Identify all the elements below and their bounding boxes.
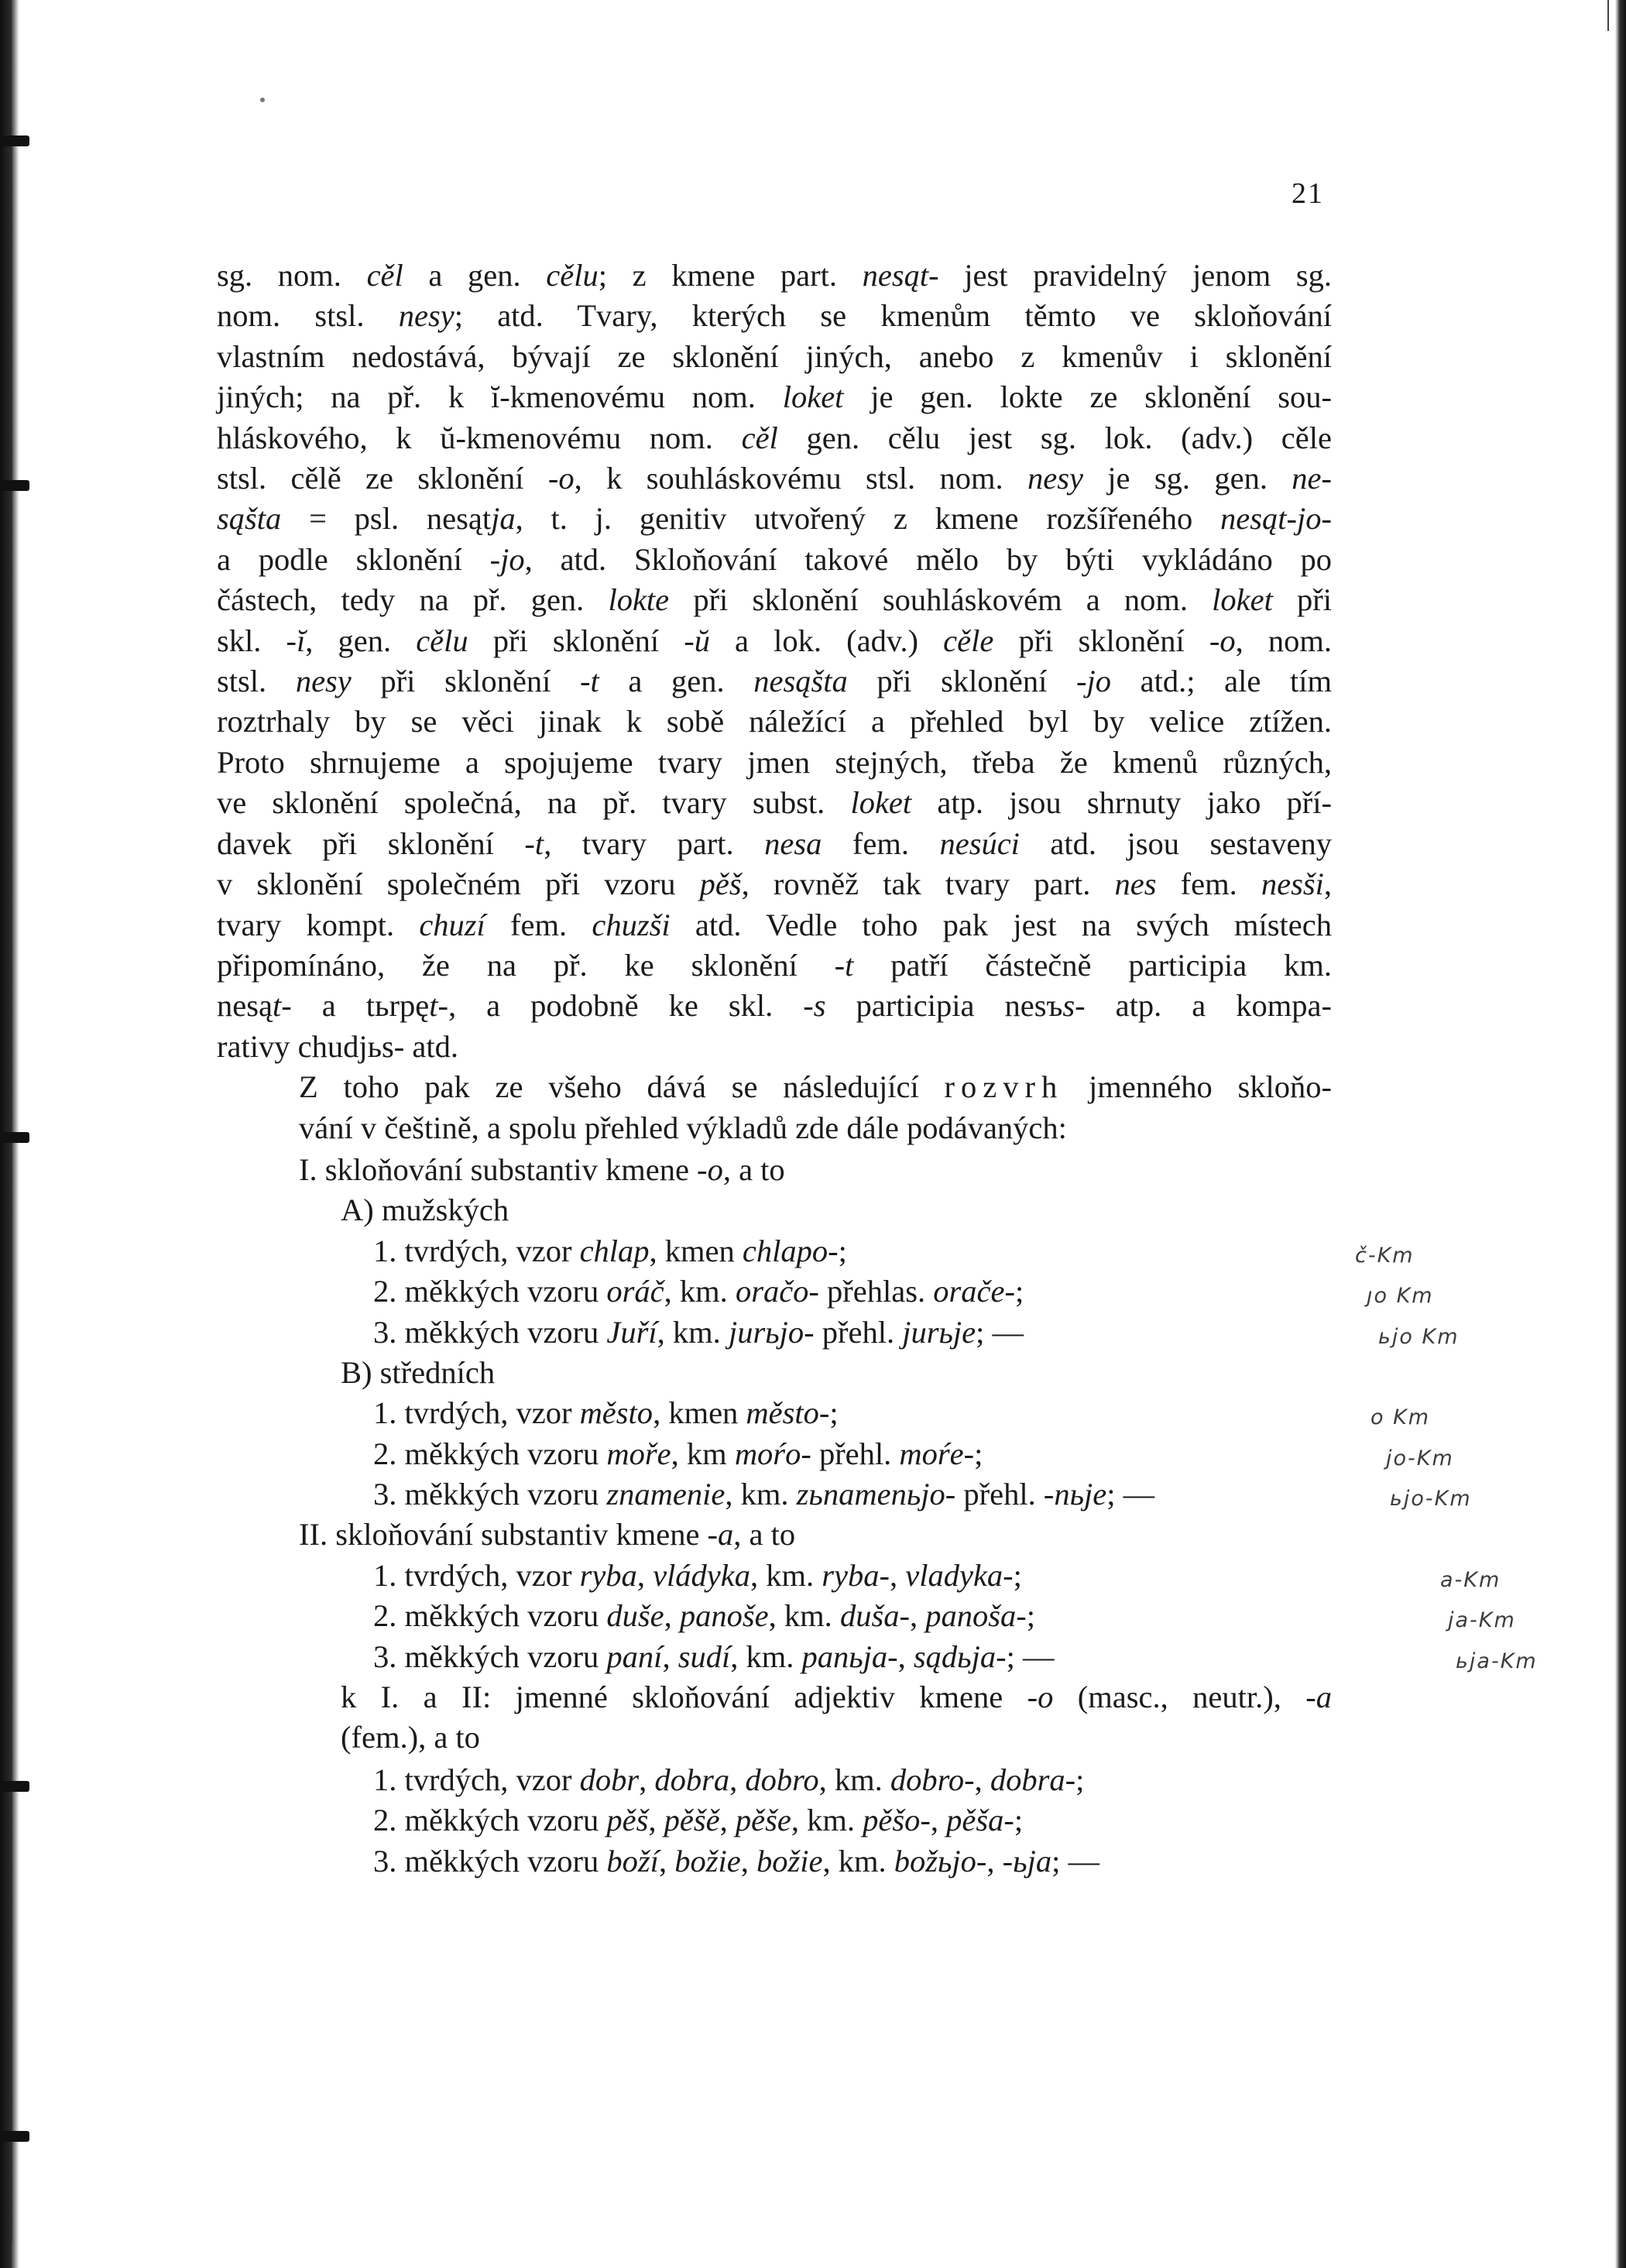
text-line: částech, tedy na př. gen. lokte při sklonění souhláskovém a nom. loket při	[217, 582, 1332, 618]
page-body	[217, 256, 1538, 1882]
binding-thread-mark	[0, 480, 29, 491]
binding-thread-mark	[0, 1132, 29, 1143]
italic-form: loket	[782, 379, 844, 415]
italic-form: pěšo-	[863, 1803, 931, 1838]
handwritten-annotation: č-Km	[1355, 1243, 1415, 1268]
italic-form: město	[579, 1395, 653, 1431]
handwritten-annotation: a-Km	[1440, 1567, 1501, 1592]
outline-item: 1. tvrdých, vzor ryba, vládyka, km. ryba-, vladyka-; a-Km	[217, 1556, 1332, 1596]
handwritten-annotation: ьja-Km	[1456, 1649, 1538, 1673]
scan-corner-mark	[1607, 0, 1609, 31]
italic-form: t	[590, 664, 599, 699]
text-line: roztrhaly by se věci jinak k sobě náležící a přehled byl by velice ztížen.	[217, 704, 1332, 739]
italic-form: ne-	[1292, 461, 1333, 496]
text-line: sąšta = psl. nesątja, t. j. genitiv utvořený z kmene rozšířeného nesąt-jo-	[217, 501, 1332, 537]
declension-outline	[217, 1150, 1538, 1677]
italic-form: moře	[606, 1436, 671, 1471]
italic-form: pěš	[606, 1803, 649, 1838]
spaced-emphasis: rozvrh	[944, 1069, 1064, 1105]
italic-form: dobro-	[890, 1762, 975, 1797]
italic-form: nesąt-jo	[1220, 501, 1322, 537]
handwritten-annotation: ьjo Km	[1378, 1324, 1460, 1349]
text-line: vlastním nedostává, bývají ze sklonění jiných, anebo z kmenův i sklonění	[217, 338, 1332, 374]
text-line: nesąt- a tьrpęt-, a podobně ke skl. -s participia nesъs- atp. a kompa-	[217, 988, 1333, 1024]
text-line: v sklonění společném při vzoru pěš, rovněž tak tvary part. nes fem. nesši,	[217, 866, 1332, 902]
binding-thread-mark	[0, 136, 29, 146]
page-number: 21	[1292, 177, 1324, 210]
italic-form: ja	[491, 501, 516, 537]
text-line: a podle sklonění -jo, atd. Skloňování takové mělo by býti vykládáno po	[217, 541, 1333, 577]
italic-form: t	[534, 825, 544, 861]
text-line: skl. -ĭ, gen. cělu při sklonění -ŭ a lok. (adv.) cěle při sklonění -o, nom.	[217, 623, 1332, 658]
text-line: ve sklonění společná, na př. tvary subst. loket atp. jsou shrnuty jako pří-	[217, 785, 1333, 821]
italic-form: t	[429, 988, 438, 1024]
text-line: jiných; na př. k ĭ-kmenovému nom. loket je gen. lokte ze sklonění sou-	[217, 379, 1332, 415]
outline-item: 3. měkkých vzoru Juří, km. jurьjo- přehl. jurьje; — ьjo Km	[217, 1312, 1332, 1353]
scan-right-edge	[1615, 0, 1626, 2268]
italic-form: cěl	[741, 420, 778, 455]
italic-form: nesši	[1261, 866, 1324, 902]
italic-form: zьnamenьjo-	[796, 1477, 956, 1512]
text-line: hláskového, k ŭ-kmenovému nom. cěl gen. cělu jest sg. lok. (adv.) cěle	[217, 420, 1332, 455]
outline-item: 2. měkkých vzoru oráč, km. oračo- přehlas. oračе-; ȷo Km	[217, 1271, 1332, 1312]
italic-form: ryba-	[822, 1557, 890, 1593]
italic-form: sądьja-	[913, 1638, 1007, 1674]
text-line: sg. nom. cěl a gen. cělu; z kmene part. nesąt- jest pravidelný jenom sg.	[217, 258, 1332, 293]
outline-item: 3. měkkých vzoru paní, sudí, km. panьja-, sądьja-; — ьja-Km	[217, 1637, 1332, 1677]
text-line: tvary kompt. chuzí fem. chuzši atd. Vedle toho pak jest na svých místech	[217, 907, 1332, 942]
text-line: (fem.), a to	[341, 1720, 480, 1755]
italic-form: jo	[1086, 664, 1111, 699]
outline-item: 1. tvrdých, vzor dobr, dobra, dobro, km. dobro-, dobra-;	[373, 1762, 1085, 1797]
italic-form: o	[1038, 1680, 1054, 1715]
italic-form: božie	[674, 1843, 741, 1879]
italic-form: chlapo-	[742, 1233, 839, 1268]
italic-form: cěle	[943, 623, 994, 658]
italic-form: pěše	[735, 1803, 791, 1838]
outline-item: 3. měkkých vzoru boží, božie, božie, km. božьjo-, -ьja; —	[373, 1843, 1099, 1879]
italic-form: nesúci	[939, 825, 1020, 861]
italic-form: dobr	[579, 1762, 640, 1797]
outline-item: I. skloňování substantiv kmene -o, a to	[299, 1151, 785, 1187]
adjective-outline	[217, 1760, 1332, 1882]
paper-speck	[260, 98, 265, 102]
outline-item: B) středních	[341, 1354, 496, 1390]
italic-form: panoša-	[925, 1598, 1027, 1634]
italic-form: cělu	[416, 623, 468, 658]
italic-form: cěl	[366, 258, 403, 293]
italic-form: vládyka	[653, 1557, 750, 1593]
italic-form: jurьje	[902, 1314, 976, 1350]
italic-form: duše	[606, 1598, 664, 1634]
italic-form: nes	[1114, 866, 1157, 902]
italic-form: město-	[746, 1395, 830, 1431]
italic-form: božie	[756, 1843, 823, 1879]
text-line: připomínáno, že na př. ke sklonění -t patří částečně participia km.	[217, 947, 1332, 983]
text-line: k I. a II: jmenné skloňování adjektiv kmene -o (masc., neutr.), -a	[341, 1680, 1333, 1715]
outline-item: 2. měkkých vzoru duše, panoše, km. duša-, panoša-; ja-Km	[217, 1596, 1332, 1636]
italic-form: o	[707, 1151, 723, 1187]
italic-form: oračе-	[933, 1274, 1015, 1309]
italic-form: t	[845, 947, 854, 983]
italic-form: chuzši	[592, 907, 671, 942]
italic-form: Juří	[606, 1314, 657, 1350]
italic-form: ьja	[1013, 1843, 1052, 1879]
italic-form: jurьjo-	[728, 1314, 815, 1350]
italic-form: a	[1316, 1680, 1333, 1715]
text-line: vání v češtině, a spolu přehled výkladů zde dále podávaných:	[299, 1110, 1067, 1145]
binding-line	[11, 136, 12, 2242]
paragraph-stem-mixing	[217, 256, 1332, 1067]
italic-form: nesy	[295, 664, 352, 699]
text-line: davek při sklonění -t, tvary part. nesa fem. nesúci atd. jsou sestaveny	[217, 825, 1333, 861]
italic-form: loket	[1212, 582, 1273, 618]
text-line: Z toho pak ze všeho dává se následující rozvrh jmenného skloňo-	[299, 1069, 1332, 1105]
italic-form: cělu	[546, 258, 599, 293]
italic-form: jo	[500, 541, 525, 577]
italic-form: s	[813, 988, 826, 1024]
text-line: stsl. cělě ze sklonění -o, k souhláskovému stsl. nom. nesy je sg. gen. ne-	[217, 461, 1333, 496]
italic-form: oračo-	[735, 1274, 819, 1309]
text-line: nom. stsl. nesy; atd. Tvary, kterých se kmenům těmto ve skloňování	[217, 298, 1332, 334]
italic-form: moŕo-	[734, 1436, 811, 1471]
italic-form: duša-	[839, 1598, 910, 1634]
italic-form: o	[558, 461, 575, 496]
italic-form: pěša-	[946, 1803, 1014, 1838]
handwritten-annotation: ьjo-Km	[1390, 1487, 1472, 1511]
italic-form: znamenie	[606, 1477, 726, 1512]
italic-form: o	[1220, 623, 1236, 658]
italic-form: panoše	[679, 1598, 769, 1634]
italic-form: dobro	[745, 1762, 819, 1797]
italic-form: lokte	[608, 582, 670, 618]
binding-thread-mark	[0, 2131, 29, 2142]
text-line: rativy chudjьs- atd.	[217, 1028, 459, 1064]
italic-form: nesy	[1027, 461, 1083, 496]
italic-form: ryba	[579, 1557, 637, 1593]
italic-form: sudí	[678, 1638, 731, 1674]
italic-form: dobra	[654, 1762, 730, 1797]
italic-form: vladyka-	[905, 1557, 1014, 1593]
italic-form: a	[718, 1517, 734, 1553]
outline-item: 2. měkkých vzoru moře, km moŕo- přehl. moŕe-; jo-Km	[217, 1434, 1332, 1474]
italic-form: panьja-	[801, 1638, 898, 1674]
italic-form: nьje	[1054, 1477, 1107, 1512]
italic-form: boží	[606, 1843, 659, 1879]
italic-form: ŭ	[694, 623, 710, 658]
paragraph-adjective-declension	[217, 1677, 1332, 1758]
italic-form: božьjo-	[894, 1843, 987, 1879]
italic-form: chuzí	[419, 907, 485, 942]
handwritten-annotation: o Km	[1370, 1405, 1431, 1430]
binding-thread-mark	[0, 1781, 29, 1792]
text-line: Proto shrnujeme a spojujeme tvary jmen stejných, třeba že kmenů různých,	[217, 744, 1332, 780]
paragraph-declension-scheme	[217, 1067, 1332, 1148]
outline-item: 2. měkkých vzoru pěš, pěšě, pěše, km. pěšo-, pěša-;	[373, 1803, 1024, 1838]
italic-form: pěš	[699, 866, 742, 902]
italic-form: nesąt-	[862, 258, 939, 293]
italic-form: moŕe-	[899, 1436, 975, 1471]
italic-form: loket	[850, 785, 912, 821]
italic-form: pěšě	[664, 1803, 720, 1838]
italic-form: nesąšta	[753, 664, 848, 699]
outline-item: 3. měkkých vzoru znamenie, km. zьnamenьjo- přehl. -nьje; — ьjo-Km	[217, 1474, 1332, 1515]
outline-item: A) mužských	[341, 1192, 509, 1228]
italic-form: t	[272, 988, 282, 1024]
outline-item: II. skloňování substantiv kmene -a, a to	[299, 1517, 796, 1553]
italic-form: sąšta	[217, 501, 282, 537]
italic-form: nesa	[764, 825, 822, 861]
italic-form: ĭ	[296, 623, 306, 658]
handwritten-annotation: ja-Km	[1448, 1608, 1516, 1633]
outline-item: 1. tvrdých, vzor chlap, kmen chlapo-; č-Km	[217, 1231, 1332, 1271]
handwritten-annotation: jo-Km	[1386, 1446, 1454, 1470]
italic-form: chlap	[579, 1233, 650, 1268]
text-line: stsl. nesy při sklonění -t a gen. nesąšta při sklonění -jo atd.; ale tím	[217, 664, 1333, 699]
italic-form: nesy	[398, 298, 455, 334]
italic-form: s	[1062, 988, 1075, 1024]
italic-form: dobra-	[990, 1762, 1076, 1797]
outline-item: 1. tvrdých, vzor město, kmen město-; o Km	[217, 1393, 1332, 1433]
italic-form: oráč	[606, 1274, 664, 1309]
italic-form: paní	[606, 1638, 663, 1674]
handwritten-annotation: ȷo Km	[1367, 1284, 1434, 1309]
